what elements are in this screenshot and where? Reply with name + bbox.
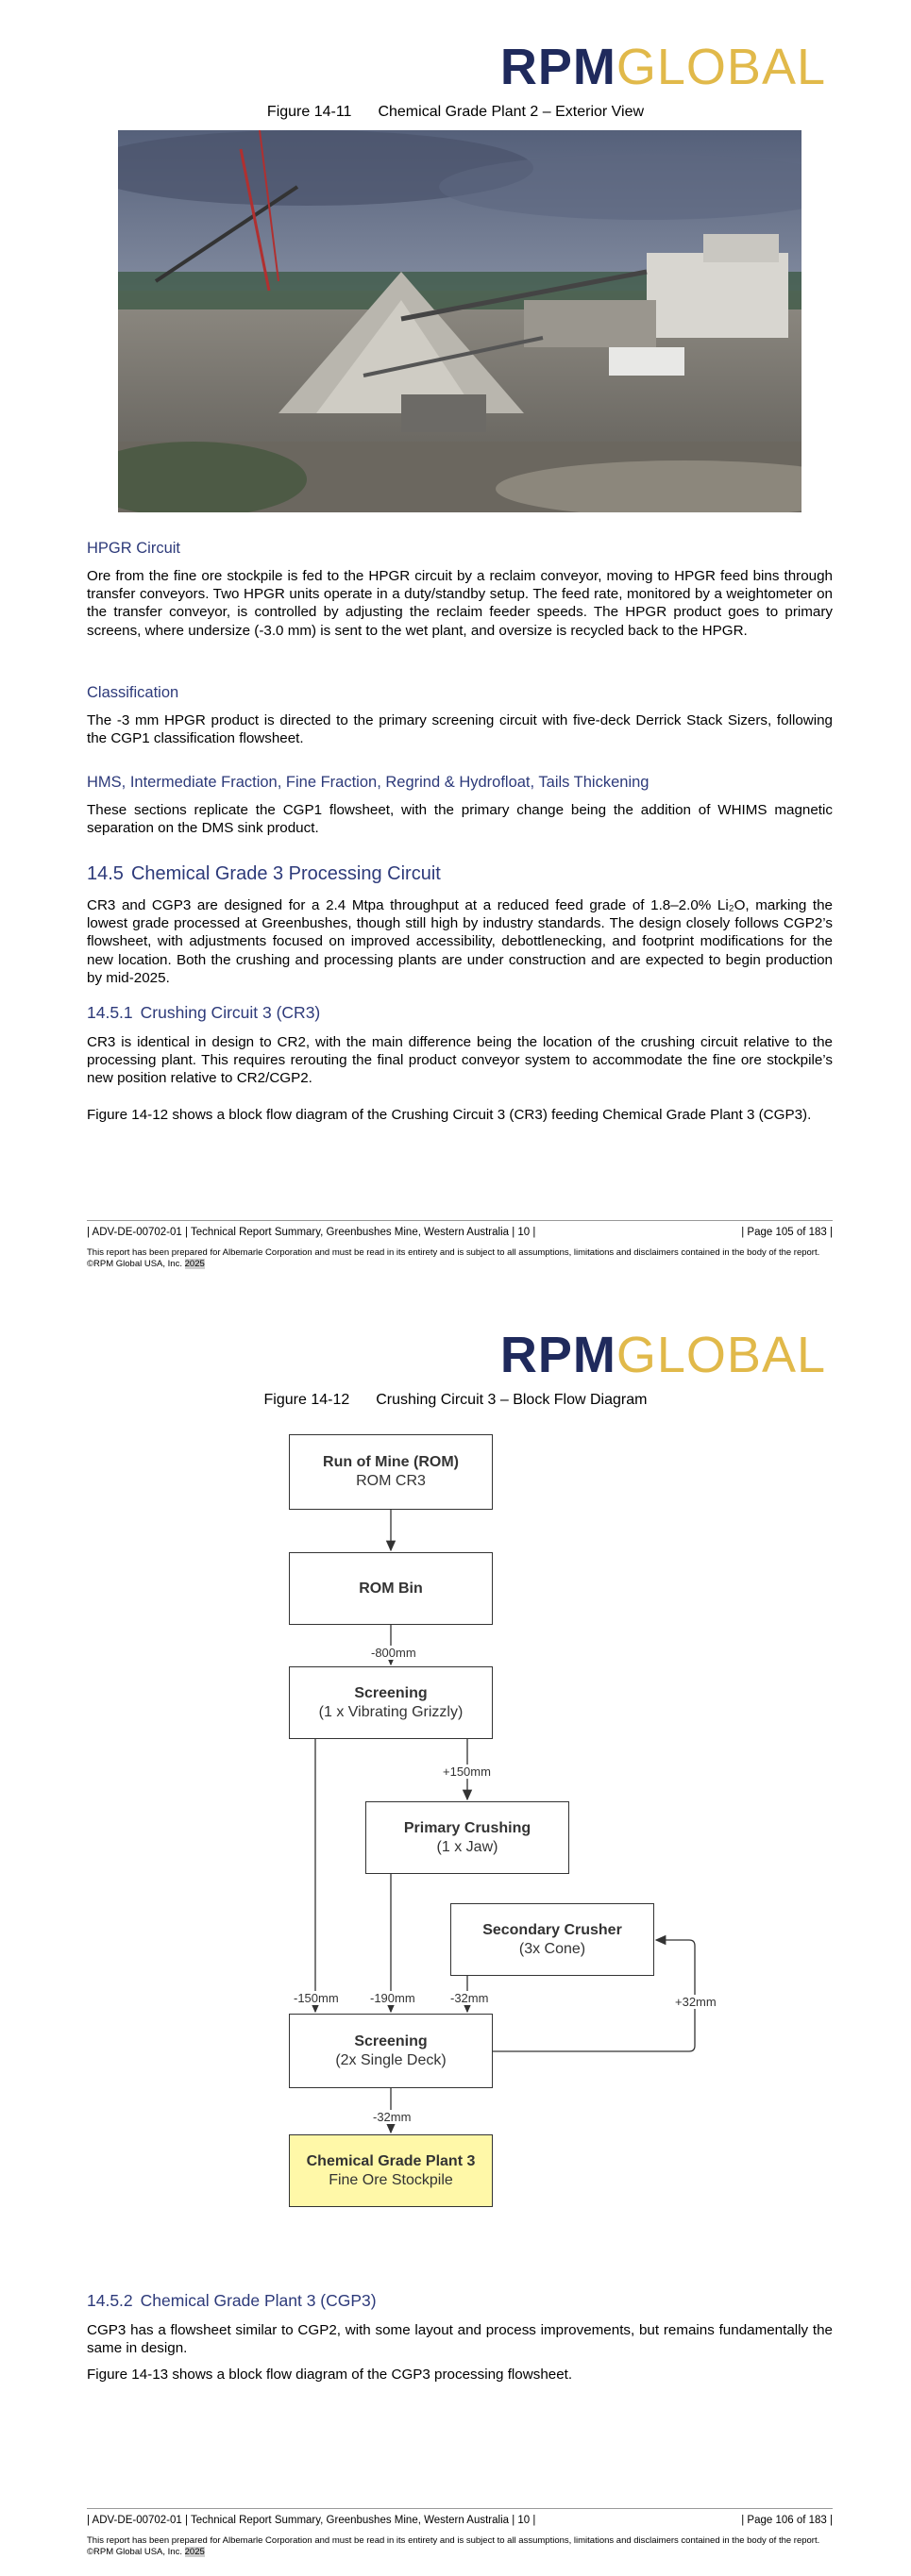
rpm-global-logo — [500, 1326, 826, 1384]
label-plus-150mm: +150mm — [443, 1765, 491, 1779]
figure-title: Chemical Grade Plant 2 – Exterior View — [378, 104, 645, 120]
box-screening-single-deck — [289, 2014, 493, 2088]
rpm-global-logo — [500, 38, 826, 96]
box-title: Screening — [354, 2032, 428, 2049]
heading-section-14-5-2 — [87, 2291, 377, 2311]
box-subtitle: (1 x Vibrating Grizzly) — [318, 1703, 464, 1720]
label-minus-190mm: -190mm — [370, 1991, 415, 2005]
section-number: 14.5.2 — [87, 2291, 133, 2310]
footer-doc-info: | ADV-DE-00702-01 | Technical Report Summary, Greenbushes Mine, Western Australia | 10 | — [87, 2515, 536, 2526]
logo-global: GLOBAL — [616, 1327, 826, 1383]
box-primary-crushing — [365, 1801, 569, 1874]
box-title: Chemical Grade Plant 3 — [306, 2152, 476, 2169]
box-title: ROM Bin — [359, 1580, 423, 1597]
label-minus-32mm-secondary: -32mm — [450, 1991, 489, 2005]
box-subtitle: Fine Ore Stockpile — [329, 2171, 453, 2188]
heading-hms-fractions: HMS, Intermediate Fraction, Fine Fraction, Regrind & Hydrofloat, Tails Thickening — [87, 774, 650, 791]
disclaimer-year: 2025 — [184, 2547, 205, 2557]
box-subtitle: (1 x Jaw) — [436, 1838, 498, 1855]
para-section-14-5-1-a: CR3 is identical in design to CR2, with the main difference being the location of the crushing circuit relative to the processing plant. This requires rerouting the final product conveyor system to accommodate the fine ore stockpile’s new position relative to CR2/CGP2. — [87, 1034, 833, 1087]
para-section-14-5: CR3 and CGP3 are designed for a 2.4 Mtpa throughput at a reduced feed grade of 1.8–2.0% Li₂O, marking the lowest grade processed at Greenbushes, though still high by industry standards. The design closely follows CGP2’s flowsheet, with adjustments focused on improved accessibility, debottlenecking, and footprint modifications for the new location. Both the crushing and processing plants are under construction and are expected to begin production by mid-2025. — [87, 897, 833, 986]
box-chemical-grade-plant-3 — [289, 2134, 493, 2207]
box-subtitle: (2x Single Deck) — [335, 2051, 447, 2068]
figure-number: Figure 14-12 — [263, 1392, 350, 1408]
para-hms-fractions: These sections replicate the CGP1 flowsheet, with the primary change being the addition of WHIMS magnetic separation on the DMS sink product. — [87, 802, 833, 837]
heading-hpgr-circuit: HPGR Circuit — [87, 540, 181, 557]
footer-disclaimer — [87, 2535, 833, 2558]
footer-disclaimer — [87, 1247, 833, 1270]
heading-classification: Classification — [87, 684, 179, 701]
logo-rpm: RPM — [499, 1327, 616, 1383]
disclaimer-year: 2025 — [184, 1259, 205, 1269]
figure-caption — [0, 1392, 911, 1409]
figure-number: Figure 14-11 — [266, 104, 352, 120]
box-run-of-mine — [289, 1434, 493, 1510]
footer-page-number: | Page 105 of 183 | — [741, 1227, 833, 1238]
section-number: 14.5 — [87, 863, 124, 884]
crushing-circuit-3-flow-diagram — [274, 1434, 717, 2265]
label-minus-800mm: -800mm — [371, 1646, 416, 1660]
box-title: Secondary Crusher — [482, 1921, 622, 1938]
heading-section-14-5 — [87, 863, 441, 885]
cgp2-exterior-photo — [118, 130, 801, 512]
label-minus-32mm-product: -32mm — [373, 2110, 412, 2124]
disclaimer-text: This report has been prepared for Albemarle Corporation and must be read in its entirety and is subject to all assumptions, limitations and disclaimers contained in the body of the report. ©RPM Global USA, Inc. — [87, 2535, 820, 2557]
figure-title: Crushing Circuit 3 – Block Flow Diagram — [376, 1392, 648, 1408]
footer-divider — [87, 2508, 833, 2509]
section-number: 14.5.1 — [87, 1003, 133, 1022]
box-screening-grizzly — [289, 1666, 493, 1739]
box-rom-bin — [289, 1552, 493, 1625]
footer-page-number: | Page 106 of 183 | — [741, 2515, 833, 2526]
box-subtitle: ROM CR3 — [356, 1473, 426, 1489]
para-classification: The -3 mm HPGR product is directed to the primary screening circuit with five-deck Derrick Stack Sizers, following the CGP1 classification flowsheet. — [87, 712, 833, 747]
logo-global: GLOBAL — [616, 39, 826, 95]
para-section-14-5-2-b: Figure 14-13 shows a block flow diagram of the CGP3 processing flowsheet. — [87, 2367, 573, 2383]
para-hpgr-circuit: Ore from the fine ore stockpile is fed to the HPGR circuit by a reclaim conveyor, moving to HPGR feed bins through transfer conveyors. Two HPGR units operate in a duty/standby setup. The feed rate, monitored by a weightometer on the transfer conveyor, is controlled by adjusting the reclaim feeder speeds. The HPGR product goes to primary screens, where undersize (-3.0 mm) is sent to the wet plant, and oversize is recycled back to the HPGR. — [87, 568, 833, 639]
box-title: Run of Mine (ROM) — [323, 1454, 459, 1470]
report-page-106 — [0, 1288, 911, 2576]
box-subtitle: (3x Cone) — [518, 1940, 586, 1957]
section-title: Chemical Grade Plant 3 (CGP3) — [140, 2291, 377, 2310]
para-section-14-5-2-a: CGP3 has a flowsheet similar to CGP2, with some layout and process improvements, but remains fundamentally the same in design. — [87, 2322, 833, 2357]
para-section-14-5-1-b: Figure 14-12 shows a block flow diagram of the Crushing Circuit 3 (CR3) feeding Chemical Grade Plant 3 (CGP3). — [87, 1107, 812, 1123]
box-title: Screening — [354, 1684, 428, 1701]
heading-section-14-5-1 — [87, 1003, 320, 1023]
label-plus-32mm: +32mm — [675, 1995, 717, 2009]
logo-rpm: RPM — [499, 39, 616, 95]
section-title: Crushing Circuit 3 (CR3) — [140, 1003, 321, 1022]
box-title: Primary Crushing — [403, 1819, 531, 1836]
section-title: Chemical Grade 3 Processing Circuit — [130, 863, 441, 884]
footer-doc-info: | ADV-DE-00702-01 | Technical Report Summary, Greenbushes Mine, Western Australia | 10 | — [87, 1227, 536, 1238]
disclaimer-text: This report has been prepared for Albemarle Corporation and must be read in its entirety and is subject to all assumptions, limitations and disclaimers contained in the body of the report. ©RPM Global USA, Inc. — [87, 1247, 820, 1269]
figure-caption — [0, 104, 911, 121]
footer-divider — [87, 1220, 833, 1221]
label-minus-150mm: -150mm — [294, 1991, 339, 2005]
box-secondary-crusher — [450, 1903, 654, 1976]
